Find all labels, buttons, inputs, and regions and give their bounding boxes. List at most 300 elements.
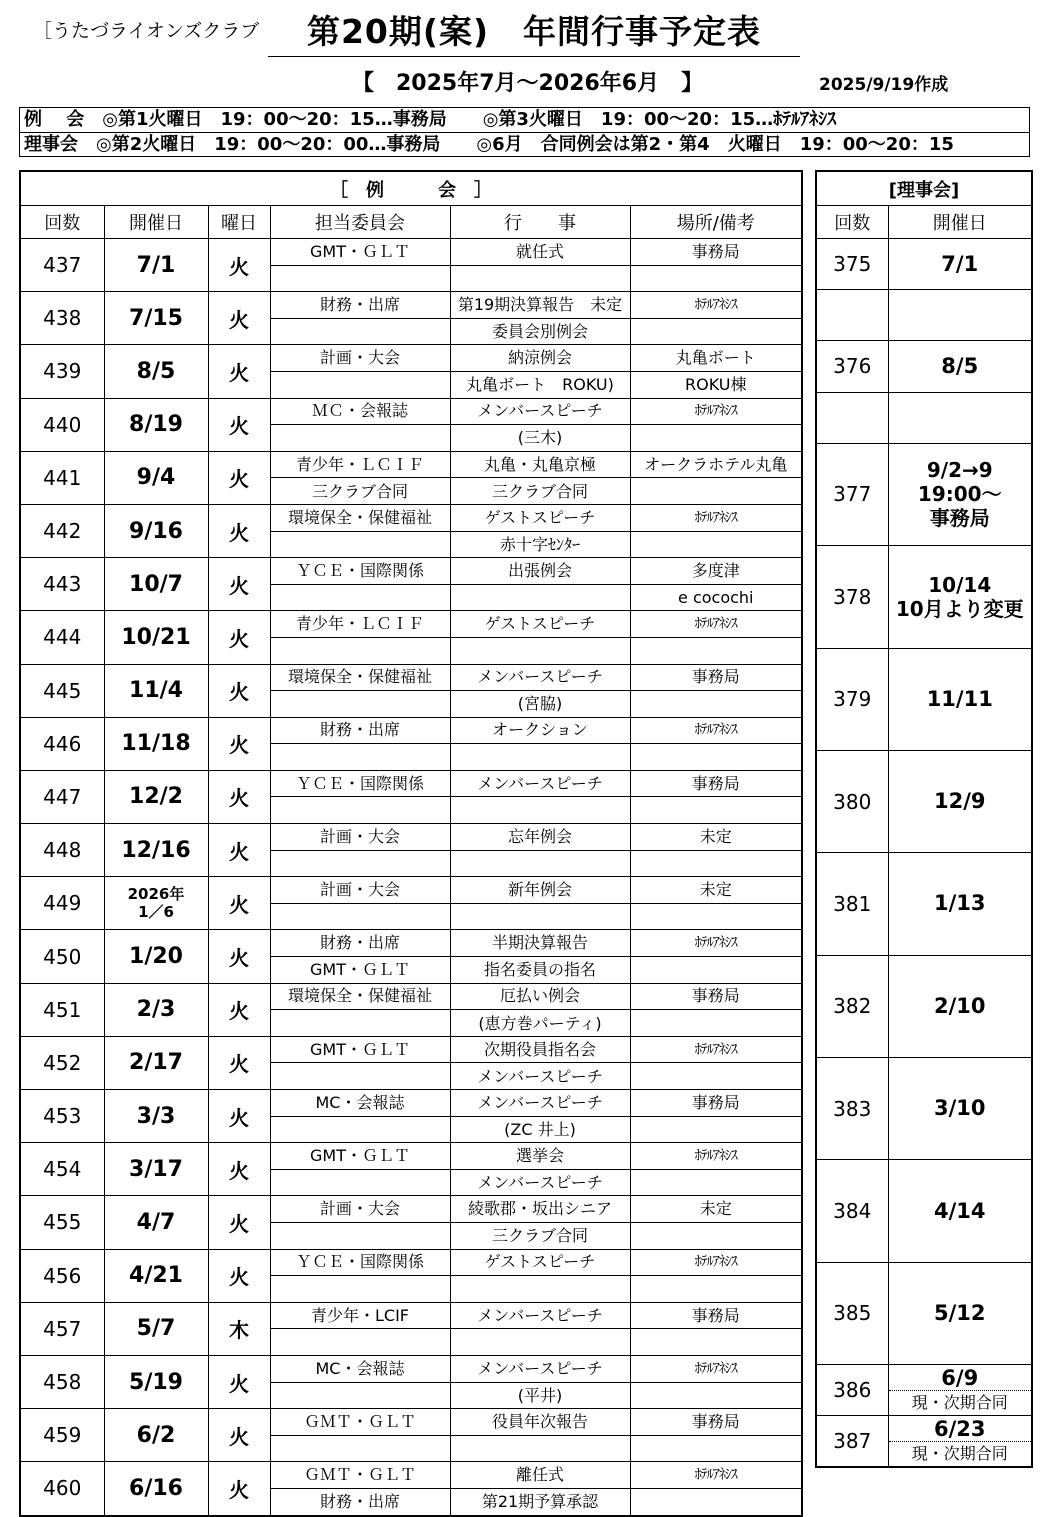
place-line-1: 未定	[630, 1196, 802, 1223]
committee-line-1: 環境保全・保健福祉	[270, 504, 450, 531]
meeting-number: 441	[20, 451, 104, 504]
place-line-2: e cocochi	[630, 584, 802, 611]
meeting-number: 460	[20, 1462, 104, 1516]
meeting-date: 9/4	[104, 451, 208, 504]
committee-line-2	[270, 850, 450, 877]
committee-line-1: GMT・ＧＬＴ	[270, 1143, 450, 1170]
meeting-date: 7/15	[104, 292, 208, 345]
board-date-value: 3/10	[934, 1096, 986, 1121]
meeting-number: 455	[20, 1196, 104, 1249]
event-line-1: メンバースピーチ	[450, 398, 630, 425]
board-date	[888, 853, 1032, 955]
place-line-1: ﾎﾃﾙｱﾈｼｽ	[630, 1462, 802, 1489]
board-date	[888, 750, 1032, 852]
event-line-2	[450, 744, 630, 771]
board-date	[888, 1416, 1032, 1467]
board-number: 376	[816, 341, 888, 392]
club-name: ［うたづライオンズクラブ	[33, 20, 260, 42]
meeting-date: 10/21	[104, 611, 208, 664]
meeting-number: 456	[20, 1249, 104, 1302]
event-line-1: ゲストスピーチ	[450, 611, 630, 638]
board-row	[816, 546, 1032, 572]
meeting-number: 451	[20, 983, 104, 1036]
meeting-row	[20, 1462, 802, 1489]
place-line-2	[630, 744, 802, 771]
meeting-row	[20, 1036, 802, 1063]
event-line-1: メンバースピーチ	[450, 1355, 630, 1382]
meeting-date: 12/16	[104, 824, 208, 877]
event-line-2: 委員会別例会	[450, 318, 630, 345]
meeting-number: 448	[20, 824, 104, 877]
board-number: 387	[816, 1416, 888, 1467]
meeting-number: 449	[20, 877, 104, 930]
meeting-row	[20, 1143, 802, 1170]
event-line-1: オークション	[450, 717, 630, 744]
place-line-2	[630, 1329, 802, 1356]
board-date-line: 10/14	[928, 572, 992, 597]
board-date-value: 5/12	[934, 1300, 986, 1325]
place-line-1: 事務局	[630, 664, 802, 691]
board-date	[888, 1160, 1032, 1262]
meeting-number: 438	[20, 292, 104, 345]
event-line-1: 就任式	[450, 239, 630, 266]
place-line-2	[630, 1010, 802, 1037]
board-date	[888, 392, 1032, 443]
meeting-row	[20, 292, 802, 319]
committee-line-1: 環境保全・保健福祉	[270, 983, 450, 1010]
committee-line-2	[270, 797, 450, 824]
event-line-1: 綾歌郡・坂出シニア	[450, 1196, 630, 1223]
event-line-1: 忘年例会	[450, 824, 630, 851]
place-line-1: ﾎﾃﾙｱﾈｼｽ	[630, 292, 802, 319]
meeting-weekday: 火	[208, 1090, 270, 1143]
meeting-date: 3/3	[104, 1090, 208, 1143]
board-header-date: 開催日	[888, 206, 1032, 239]
event-line-1: メンバースピーチ	[450, 1090, 630, 1117]
event-line-2	[450, 1276, 630, 1303]
meeting-number: 444	[20, 611, 104, 664]
committee-line-2	[270, 1276, 450, 1303]
board-date	[888, 1365, 1032, 1416]
committee-line-1: 財務・出席	[270, 717, 450, 744]
meeting-date: 3/17	[104, 1143, 208, 1196]
meeting-date: 1/20	[104, 930, 208, 983]
place-line-1: 事務局	[630, 1302, 802, 1329]
event-line-2: 赤十字ｾﾝﾀｰ	[450, 531, 630, 558]
meeting-date: 6/2	[104, 1409, 208, 1462]
event-line-2: (恵方巻パーティ)	[450, 1010, 630, 1037]
board-title: [理事会]	[816, 171, 1032, 206]
meeting-weekday: 火	[208, 345, 270, 398]
committee-line-1: ＹＣＥ・国際関係	[270, 558, 450, 585]
meeting-row	[20, 664, 802, 691]
place-line-2: ROKU棟	[630, 371, 802, 398]
event-line-2	[450, 1329, 630, 1356]
meeting-weekday: 火	[208, 239, 270, 292]
meeting-number: 450	[20, 930, 104, 983]
place-line-2	[630, 531, 802, 558]
board-table	[815, 170, 1033, 1468]
board-date	[888, 1058, 1032, 1160]
event-line-1: 丸亀・丸亀京極	[450, 451, 630, 478]
place-line-2	[630, 1063, 802, 1090]
place-line-2	[630, 318, 802, 345]
place-line-1: 事務局	[630, 770, 802, 797]
committee-line-2	[270, 425, 450, 452]
committee-line-2	[270, 903, 450, 930]
board-number: 384	[816, 1160, 888, 1262]
committee-line-1: MC・会報誌	[270, 1090, 450, 1117]
event-line-2: メンバースピーチ	[450, 1063, 630, 1090]
board-number: 386	[816, 1365, 888, 1416]
meeting-weekday: 火	[208, 611, 270, 664]
committee-line-1: 計画・大会	[270, 345, 450, 372]
meeting-number: 442	[20, 504, 104, 557]
committee-line-2	[270, 637, 450, 664]
event-line-1: 次期役員指名会	[450, 1036, 630, 1063]
board-number: 377	[816, 443, 888, 545]
event-line-1: 半期決算報告	[450, 930, 630, 957]
place-line-1: ﾎﾃﾙｱﾈｼｽ	[630, 1355, 802, 1382]
meeting-row	[20, 239, 802, 266]
meeting-row	[20, 398, 802, 425]
meeting-weekday: 火	[208, 1143, 270, 1196]
event-line-2	[450, 797, 630, 824]
board-row	[816, 290, 1032, 316]
committee-line-1: 計画・大会	[270, 824, 450, 851]
place-line-2	[630, 265, 802, 292]
meeting-date: 2/3	[104, 983, 208, 1036]
committee-line-2	[270, 744, 450, 771]
committee-line-2	[270, 1435, 450, 1462]
meeting-weekday: 火	[208, 877, 270, 930]
board-number: 378	[816, 546, 888, 648]
place-line-1: 事務局	[630, 983, 802, 1010]
event-line-1: ゲストスピーチ	[450, 504, 630, 531]
board-header-number: 回数	[816, 206, 888, 239]
board-row	[816, 1262, 1032, 1288]
committee-line-1: GMT・ＧＬＴ	[270, 239, 450, 266]
board-row	[816, 1365, 1032, 1391]
meeting-weekday: 火	[208, 1462, 270, 1516]
meeting-number: 453	[20, 1090, 104, 1143]
board-row	[816, 853, 1032, 879]
event-line-1: 出張例会	[450, 558, 630, 585]
place-line-2	[630, 478, 802, 505]
meeting-date: 6/16	[104, 1462, 208, 1516]
board-number	[816, 290, 888, 341]
board-row	[816, 239, 1032, 265]
place-line-2	[630, 797, 802, 824]
meeting-row	[20, 1409, 802, 1436]
board-row	[816, 648, 1032, 674]
place-line-1: 事務局	[630, 239, 802, 266]
place-line-2	[630, 903, 802, 930]
place-line-2	[630, 1488, 802, 1515]
meeting-date: 4/21	[104, 1249, 208, 1302]
page-title: 第20期(案) 年間行事予定表	[268, 6, 800, 57]
board-row	[816, 341, 1032, 367]
meeting-row	[20, 451, 802, 478]
board-date	[888, 443, 1032, 545]
meeting-row	[20, 983, 802, 1010]
header-committee: 担当委員会	[270, 206, 450, 239]
event-line-2	[450, 903, 630, 930]
board-date-value: 6/23	[889, 1417, 1032, 1442]
meeting-date: 8/19	[104, 398, 208, 451]
board-date	[888, 648, 1032, 750]
committee-line-1: ＹＣＥ・国際関係	[270, 770, 450, 797]
meeting-date: 5/19	[104, 1355, 208, 1408]
meeting-date: 2/17	[104, 1036, 208, 1089]
place-line-2	[630, 850, 802, 877]
board-date	[888, 1262, 1032, 1364]
place-line-1: ﾎﾃﾙｱﾈｼｽ	[630, 504, 802, 531]
board-date-value: 6/9	[889, 1366, 1032, 1391]
header-date: 開催日	[104, 206, 208, 239]
meeting-date-year: 2026年	[127, 885, 185, 904]
event-line-2: 丸亀ボート ROKU)	[450, 371, 630, 398]
committee-line-2: 三クラブ合同	[270, 478, 450, 505]
meeting-number: 458	[20, 1355, 104, 1408]
board-row	[816, 443, 1032, 469]
meeting-weekday: 火	[208, 398, 270, 451]
event-line-1: 納涼例会	[450, 345, 630, 372]
board-row	[816, 1160, 1032, 1186]
committee-line-1: ＭＣ・会報誌	[270, 398, 450, 425]
event-line-2	[450, 637, 630, 664]
place-line-2	[630, 1435, 802, 1462]
place-line-2	[630, 1276, 802, 1303]
meeting-weekday: 火	[208, 824, 270, 877]
place-line-1: ﾎﾃﾙｱﾈｼｽ	[630, 717, 802, 744]
meeting-date: 11/18	[104, 717, 208, 770]
board-date	[888, 239, 1032, 290]
meeting-weekday: 火	[208, 930, 270, 983]
meeting-weekday: 火	[208, 558, 270, 611]
committee-line-1: ＧＭＴ・ＧＬＴ	[270, 1462, 450, 1489]
board-date-value: 7/1	[941, 251, 979, 276]
meeting-row	[20, 1090, 802, 1117]
event-line-1: ゲストスピーチ	[450, 1249, 630, 1276]
meeting-weekday: 火	[208, 1409, 270, 1462]
header-event: 行 事	[450, 206, 630, 239]
place-line-1: 事務局	[630, 1409, 802, 1436]
committee-line-1: 財務・出席	[270, 292, 450, 319]
event-line-2: 指名委員の指名	[450, 957, 630, 984]
committee-line-1: 財務・出席	[270, 930, 450, 957]
board-row	[816, 750, 1032, 776]
meeting-date: 12/2	[104, 770, 208, 823]
committee-line-1: 青少年・LCIF	[270, 1302, 450, 1329]
board-date-line: 9/2→9	[926, 458, 993, 483]
committee-line-1: ＹＣＥ・国際関係	[270, 1249, 450, 1276]
period-label: 【 2025年7月〜2026年6月 】	[352, 71, 704, 96]
board-date-value: 12/9	[934, 789, 986, 814]
meeting-number: 439	[20, 345, 104, 398]
committee-line-2	[270, 265, 450, 292]
place-line-1: ﾎﾃﾙｱﾈｼｽ	[630, 930, 802, 957]
meeting-weekday: 木	[208, 1302, 270, 1355]
board-number: 375	[816, 239, 888, 290]
place-line-1: ﾎﾃﾙｱﾈｼｽ	[630, 1143, 802, 1170]
board-date	[888, 955, 1032, 1057]
meeting-date	[104, 877, 208, 930]
board-note: 現・次期合同	[911, 1392, 1008, 1412]
event-line-1: 選挙会	[450, 1143, 630, 1170]
meeting-weekday: 火	[208, 770, 270, 823]
board-number: 382	[816, 955, 888, 1057]
committee-line-2: GMT・ＧＬＴ	[270, 957, 450, 984]
meeting-number: 446	[20, 717, 104, 770]
board-date-value: 2/10	[934, 993, 986, 1018]
board-date-line: 10月より変更	[895, 596, 1024, 621]
meetings-table	[19, 170, 803, 1517]
committee-line-1: 青少年・ＬＣＩＦ	[270, 451, 450, 478]
meeting-number: 445	[20, 664, 104, 717]
meeting-row	[20, 770, 802, 797]
meeting-info-box	[19, 107, 1030, 157]
event-line-1: メンバースピーチ	[450, 770, 630, 797]
meeting-number: 440	[20, 398, 104, 451]
place-line-2	[630, 957, 802, 984]
board-number: 379	[816, 648, 888, 750]
committee-line-2: 財務・出席	[270, 1488, 450, 1515]
board-row	[816, 1416, 1032, 1442]
event-line-1: 役員年次報告	[450, 1409, 630, 1436]
event-line-2: (宮脇)	[450, 691, 630, 718]
board-row	[816, 955, 1032, 981]
committee-line-2	[270, 1063, 450, 1090]
committee-line-1: MC・会報誌	[270, 1355, 450, 1382]
meeting-number: 459	[20, 1409, 104, 1462]
meeting-date: 8/5	[104, 345, 208, 398]
meeting-number: 452	[20, 1036, 104, 1089]
meeting-row	[20, 1302, 802, 1329]
meeting-date: 5/7	[104, 1302, 208, 1355]
board-number: 383	[816, 1058, 888, 1160]
committee-line-2	[270, 1329, 450, 1356]
event-line-1: 離任式	[450, 1462, 630, 1489]
place-line-2	[630, 637, 802, 664]
place-line-1: 事務局	[630, 1090, 802, 1117]
committee-line-1: 青少年・ＬＣＩＦ	[270, 611, 450, 638]
committee-line-1: 計画・大会	[270, 1196, 450, 1223]
event-line-1: 新年例会	[450, 877, 630, 904]
board-info-line: 理事会 ◎第2火曜日 19：00〜20：00…事務局 ◎6月 合同例会は第2・第4 火曜日 19：00〜20：15	[20, 132, 1029, 157]
event-line-2: メンバースピーチ	[450, 1169, 630, 1196]
place-line-2	[630, 1222, 802, 1249]
place-line-2	[630, 1116, 802, 1143]
event-line-2	[450, 1435, 630, 1462]
board-date-value: 4/14	[934, 1198, 986, 1223]
meeting-date: 4/7	[104, 1196, 208, 1249]
meeting-weekday: 火	[208, 1196, 270, 1249]
event-line-2: 三クラブ合同	[450, 1222, 630, 1249]
meeting-weekday: 火	[208, 983, 270, 1036]
place-line-1: ﾎﾃﾙｱﾈｼｽ	[630, 611, 802, 638]
committee-line-2	[270, 1222, 450, 1249]
board-date-value: 8/5	[941, 353, 979, 378]
committee-line-2	[270, 1116, 450, 1143]
created-date: 2025/9/19作成	[819, 75, 949, 95]
committee-line-2	[270, 584, 450, 611]
meeting-weekday: 火	[208, 664, 270, 717]
meeting-date: 11/4	[104, 664, 208, 717]
meeting-weekday: 火	[208, 504, 270, 557]
meeting-row	[20, 877, 802, 904]
place-line-2	[630, 425, 802, 452]
event-line-2: (ZC 井上)	[450, 1116, 630, 1143]
place-line-1: 未定	[630, 877, 802, 904]
meeting-number: 447	[20, 770, 104, 823]
place-line-1: ﾎﾃﾙｱﾈｼｽ	[630, 398, 802, 425]
event-line-2: (平井)	[450, 1382, 630, 1409]
event-line-2: (三木)	[450, 425, 630, 452]
place-line-2	[630, 1169, 802, 1196]
event-line-1: メンバースピーチ	[450, 664, 630, 691]
place-line-1: 多度津	[630, 558, 802, 585]
board-number	[816, 392, 888, 443]
committee-line-2	[270, 1382, 450, 1409]
meeting-row	[20, 1196, 802, 1223]
place-line-1: オークラホテル丸亀	[630, 451, 802, 478]
meeting-row	[20, 930, 802, 957]
place-line-2	[630, 1382, 802, 1409]
meeting-number: 437	[20, 239, 104, 292]
board-date-line: 事務局	[929, 506, 990, 531]
header-weekday: 曜日	[208, 206, 270, 239]
meeting-number: 457	[20, 1302, 104, 1355]
committee-line-1: 環境保全・保健福祉	[270, 664, 450, 691]
place-line-1: ﾎﾃﾙｱﾈｼｽ	[630, 1036, 802, 1063]
meeting-weekday: 火	[208, 1036, 270, 1089]
board-date-value: 1/13	[934, 891, 986, 916]
board-number: 385	[816, 1262, 888, 1364]
board-note: 現・次期合同	[911, 1443, 1008, 1463]
board-date	[888, 290, 1032, 341]
event-line-2	[450, 850, 630, 877]
meeting-weekday: 火	[208, 292, 270, 345]
meeting-weekday: 火	[208, 1249, 270, 1302]
meeting-weekday: 火	[208, 451, 270, 504]
board-date-line: 19:00〜	[917, 482, 1002, 507]
place-line-2	[630, 691, 802, 718]
meeting-row	[20, 558, 802, 585]
board-date	[888, 341, 1032, 392]
committee-line-2	[270, 371, 450, 398]
board-date-value: 11/11	[926, 686, 993, 711]
meeting-weekday: 火	[208, 1355, 270, 1408]
committee-line-1: ＧＭＴ・ＧＬＴ	[270, 1409, 450, 1436]
committee-line-2	[270, 1010, 450, 1037]
event-line-1: メンバースピーチ	[450, 1302, 630, 1329]
board-date	[888, 546, 1032, 648]
meeting-info-line: 例 会 ◎第1火曜日 19：00〜20：15…事務局 ◎第3火曜日 19：00〜20：15…ﾎﾃﾙｱﾈｼｽ	[24, 109, 837, 130]
meeting-row	[20, 345, 802, 372]
meeting-number: 443	[20, 558, 104, 611]
meeting-date: 10/7	[104, 558, 208, 611]
board-row	[816, 392, 1032, 418]
board-number: 380	[816, 750, 888, 852]
place-line-1: 未定	[630, 824, 802, 851]
meeting-date: 9/16	[104, 504, 208, 557]
committee-line-1: GMT・ＧＬＴ	[270, 1036, 450, 1063]
event-line-2	[450, 265, 630, 292]
board-number: 381	[816, 853, 888, 955]
place-line-1: 丸亀ボート	[630, 345, 802, 372]
committee-line-2	[270, 691, 450, 718]
